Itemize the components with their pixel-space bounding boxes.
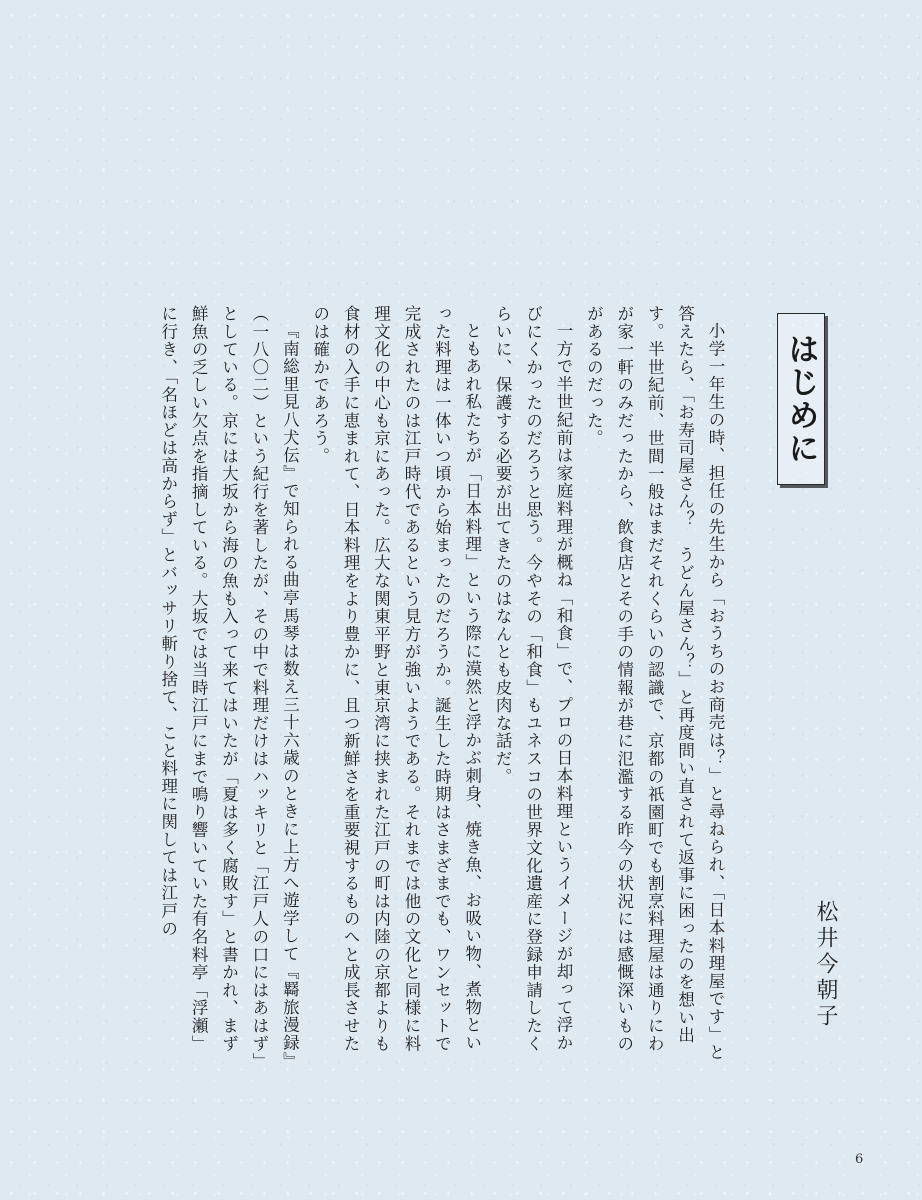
chapter-title: はじめに [782, 333, 819, 465]
title-frame [777, 313, 825, 485]
paragraph: 『南総里見八犬伝』で知られる曲亭馬琴は数え三十六歳のときに上方へ遊学して『羇旅漫録』（一八〇二）という紀行を著したが、その中で料理だけはハッキリと「江戸人の口にはあはず」としている。京には大坂から海の魚も入って来てはいたが「夏は多く腐敗す」と書かれ、まず鮮魚の乏しい欠点を指摘している。大坂では当時江戸にまで鳴り響いていた有名料亭「浮瀬」に行き、「名ほどは高からず」とバッサリ斬り捨て、こと料理に関しては江戸の [158, 305, 300, 1063]
paragraph: ともあれ私たちが「日本料理」という際に漠然と浮かぶ刺身、焼き魚、お吸い物、煮物といった料理は一体いつ頃から始まったのだろうか。誕生した時期はさまざまでも、ワンセットで完成されたのは江戸時代であるという見方が強いようである。それまでは他の文化と同様に料理文化の中心も京にあった。広大な関東平野と東京湾に挟まれた江戸の町は内陸の京都よりも食材の入手に恵まれて、日本料理をより豊かに、且つ新鮮さを重要視するものへと成長させたのは確かであろう。 [310, 305, 482, 1053]
author-name: 松井今朝子 [813, 900, 838, 1030]
page-number: 6 [855, 1152, 864, 1167]
body-text [95, 305, 730, 1065]
paragraph: 小学一年生の時、担任の先生から「おうちのお商売は？」と尋ねられ、「日本料理屋です」と答えたら、「お寿司屋さん？ うどん屋さん？」と再度問い直されて返事に困ったのを想い出す。半世紀前、世間一般はまだそれくらいの認識で、京都の祇園町でも割烹料理屋は通りにわが家一軒のみだったから、飲食店とその手の情報が巷に氾濫する昨今の状況には感慨深いものがあるのだった。 [584, 305, 725, 1061]
paragraph: 一方で半世紀前は家庭料理が概ね「和食」で、プロの日本料理というイメージが却って浮かびにくかったのだろうと思う。今やその「和食」もユネスコの世界文化遺産に登録申請したくらいに、保護する必要が出てきたのはなんとも皮肉な話だ。 [493, 305, 573, 1053]
